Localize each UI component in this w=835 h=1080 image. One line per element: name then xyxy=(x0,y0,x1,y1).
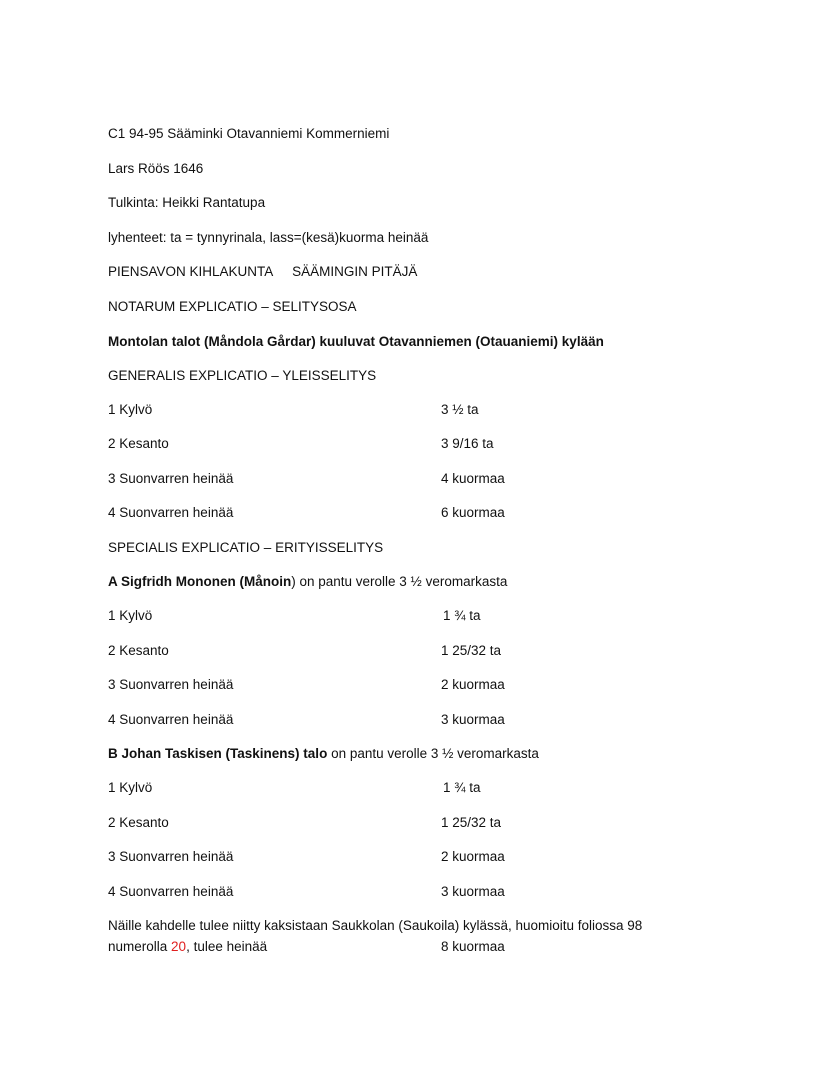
row-value: 1 25/32 ta xyxy=(441,643,502,658)
row-value: 2 kuormaa xyxy=(441,849,505,864)
table-row xyxy=(108,676,505,693)
row-value: 1 25/32 ta xyxy=(441,815,502,830)
district-line xyxy=(108,263,417,280)
meadow-note: Näille kahdelle tulee niitty kaksistaan Saukkolan (Saukoila) kylässä, huomioitu foliossa 98 xyxy=(108,918,643,933)
table-row xyxy=(108,642,502,659)
row-label: 2 Kesanto xyxy=(108,815,169,830)
row-value: 3 kuormaa xyxy=(441,884,505,899)
generalis-heading: GENERALIS EXPLICATIO – YLEISSELITYS xyxy=(108,368,377,383)
row-value: 3 9/16 ta xyxy=(441,436,494,451)
row-label: 1 Kylvö xyxy=(108,608,153,623)
section-b-bold: B Johan Taskisen (Taskinens) talo xyxy=(108,746,328,761)
district-name: PIENSAVON KIHLAKUNTA xyxy=(108,264,274,279)
specialis-heading: SPECIALIS EXPLICATIO – ERITYISSELITYS xyxy=(108,540,384,555)
row-value: 1 ¾ ta xyxy=(443,780,481,795)
section-b-rest: on pantu verolle 3 ½ veromarkasta xyxy=(327,746,539,761)
row-label: 4 Suonvarren heinää xyxy=(108,884,234,899)
table-row xyxy=(108,607,481,624)
row-label: 3 Suonvarren heinää xyxy=(108,677,234,692)
table-row xyxy=(108,848,505,865)
row-value: 1 ¾ ta xyxy=(443,608,481,623)
row-value: 3 ½ ta xyxy=(441,402,479,417)
row-value: 2 kuormaa xyxy=(441,677,505,692)
table-row xyxy=(108,504,505,521)
document-title: C1 94-95 Sääminki Otavanniemi Kommerniemi xyxy=(108,126,390,141)
table-row xyxy=(108,814,502,831)
row-label: 2 Kesanto xyxy=(108,643,169,658)
row-value: 6 kuormaa xyxy=(441,505,505,520)
meadow-note-prefix: numerolla xyxy=(108,939,172,954)
parish-name: SÄÄMINGIN PITÄJÄ xyxy=(292,264,418,279)
table-row xyxy=(108,435,494,452)
table-row xyxy=(108,711,505,728)
table-row xyxy=(108,883,505,900)
interpreter-line: Tulkinta: Heikki Rantatupa xyxy=(108,195,266,210)
section-a-heading xyxy=(108,573,507,590)
table-row xyxy=(108,470,505,487)
section-a-rest: ) on pantu verolle 3 ½ veromarkasta xyxy=(291,574,508,589)
meadow-note-continued xyxy=(108,938,505,955)
row-label: 4 Suonvarren heinää xyxy=(108,505,234,520)
section-a-bold: A Sigfridh Mononen (Månoin xyxy=(108,574,292,589)
row-label: 3 Suonvarren heinää xyxy=(108,471,234,486)
notarum-heading: NOTARUM EXPLICATIO – SELITYSOSA xyxy=(108,299,357,314)
folio-number: 20 xyxy=(171,939,187,954)
meadow-note-suffix: , tulee heinää xyxy=(186,939,268,954)
row-label: 3 Suonvarren heinää xyxy=(108,849,234,864)
section-b-heading xyxy=(108,745,539,762)
row-label: 1 Kylvö xyxy=(108,402,153,417)
author-line: Lars Röös 1646 xyxy=(108,161,204,176)
row-label: 4 Suonvarren heinää xyxy=(108,712,234,727)
row-label: 2 Kesanto xyxy=(108,436,169,451)
row-value: 3 kuormaa xyxy=(441,712,505,727)
table-row xyxy=(108,401,479,418)
table-row xyxy=(108,779,481,796)
village-statement: Montolan talot (Måndola Gårdar) kuuluvat Otavanniemen (Otauaniemi) kylään xyxy=(108,334,604,349)
row-label: 1 Kylvö xyxy=(108,780,153,795)
abbreviations-line: lyhenteet: ta = tynnyrinala, lass=(kesä)kuorma heinää xyxy=(108,230,429,245)
row-value: 4 kuormaa xyxy=(441,471,505,486)
meadow-hay-value: 8 kuormaa xyxy=(441,939,505,954)
